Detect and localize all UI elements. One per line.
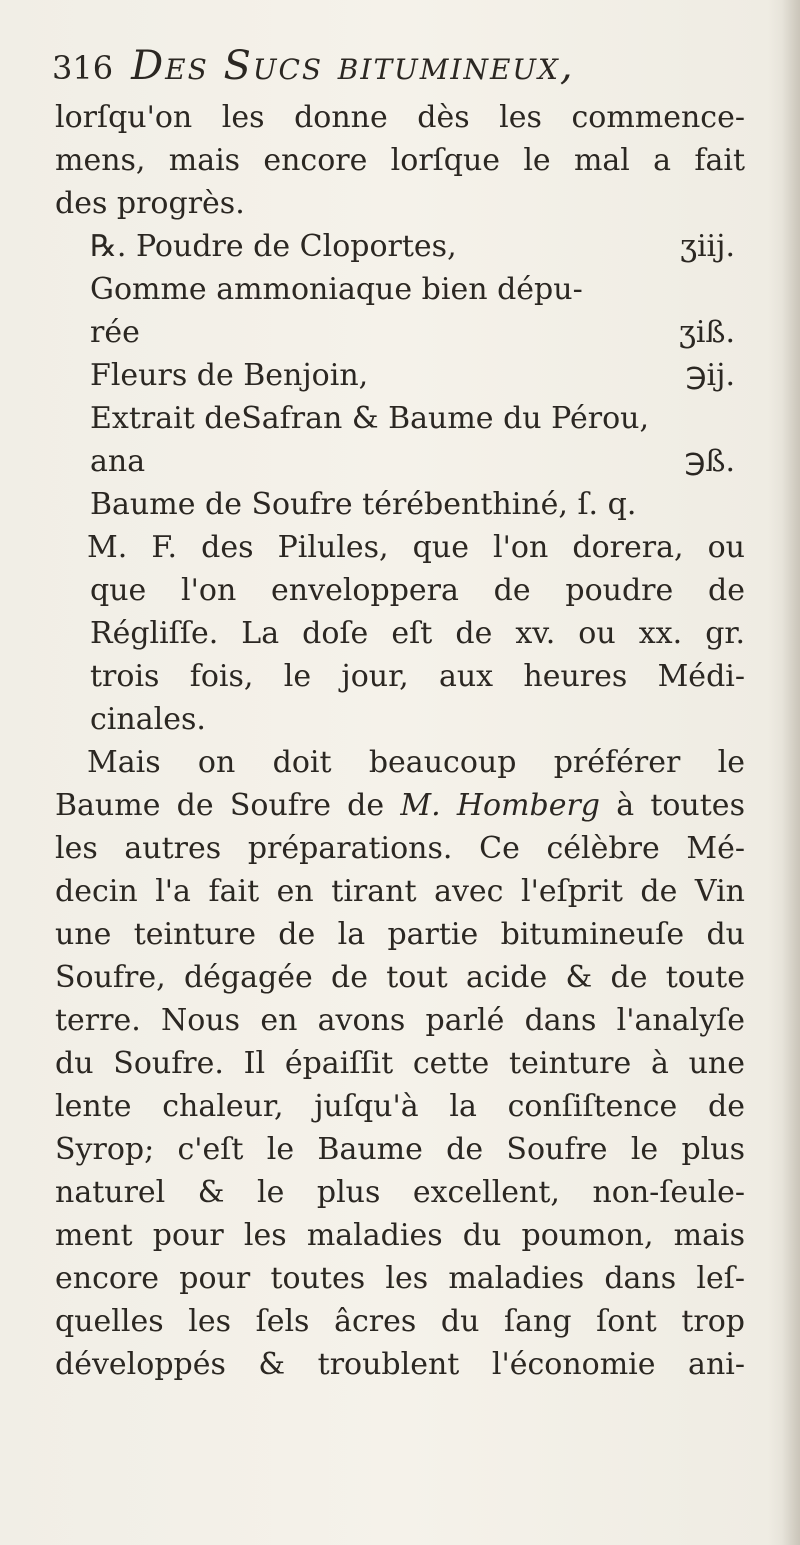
recipe-item: ℞. Poudre de Cloportes, — [90, 229, 457, 264]
author-name: M. Homberg — [400, 788, 600, 823]
recipe-quantity — [735, 268, 745, 311]
recipe-item: Fleurs de Benjoin, — [90, 358, 369, 393]
recipe-item: ana — [90, 444, 146, 479]
running-head — [52, 42, 742, 90]
text-fragment: à toutes — [616, 788, 745, 823]
text-fragment: Baume de Soufre de — [55, 788, 385, 823]
text-line: trois fois, le jour, aux heures Médi- — [90, 659, 745, 694]
text-line: Régliſſe. La doſe eſt de xv. ou xx. gr. — [90, 616, 745, 651]
recipe-line — [55, 440, 745, 483]
text-line: ment pour les maladies du poumon, mais — [55, 1218, 745, 1253]
recipe-item: Extrait deSafran & Baume du Pérou, — [90, 401, 650, 436]
text-line: mens, mais encore lorſque le mal a fait — [55, 143, 745, 178]
running-title: Des Sucs bitumineux, — [131, 43, 575, 89]
recipe-line — [55, 354, 745, 397]
text-line: Soufre, dégagée de tout acide & de toute — [55, 960, 745, 995]
text-line: des progrès. — [55, 186, 245, 221]
recipe-quantity: ℈ij. — [685, 358, 735, 393]
recipe-quantity: ʒiij. — [680, 229, 735, 264]
text-line: cinales. — [90, 702, 206, 737]
recipe-line — [55, 311, 745, 354]
text-line: lorſqu'on les donne dès les commence- — [55, 100, 745, 135]
recipe-line — [55, 225, 745, 268]
text-line: Mais on doit beaucoup préférer le — [87, 745, 745, 780]
recipe-line — [55, 483, 745, 526]
text-line: Syrop; c'eſt le Baume de Soufre le plus — [55, 1132, 745, 1167]
text-line: naturel & le plus excellent, non-ſeule- — [55, 1175, 745, 1210]
recipe-line — [55, 397, 745, 440]
text-line: terre. Nous en avons parlé dans l'analyſe — [55, 1003, 745, 1038]
text-line: M. F. des Pilules, que l'on dorera, ou — [87, 530, 745, 565]
text-line — [55, 784, 745, 827]
page-number: 316 — [52, 49, 114, 87]
text-line: quelles les ſels âcres du ſang ſont trop — [55, 1304, 745, 1339]
recipe-item: rée — [90, 315, 140, 350]
text-line: du Soufre. Il épaiſſit cette teinture à une — [55, 1046, 745, 1081]
text-line: encore pour toutes les maladies dans leſ- — [55, 1261, 745, 1296]
recipe-quantity — [735, 397, 745, 440]
recipe-quantity: ℈ß. — [684, 444, 735, 479]
text-line: une teinture de la partie bitumineuſe du — [55, 917, 745, 952]
text-line: développés & troublent l'économie ani- — [55, 1347, 745, 1382]
recipe-item: Gomme ammoniaque bien dépu- — [90, 272, 583, 307]
recipe-quantity: ʒiß. — [678, 315, 735, 350]
text-line: les autres préparations. Ce célèbre Mé- — [55, 831, 745, 866]
text-line: lente chaleur, juſqu'à la conſiſtence de — [55, 1089, 745, 1124]
page-edge-shadow — [782, 0, 800, 1545]
recipe-quantity — [735, 483, 745, 526]
body-text — [55, 96, 745, 1386]
text-line: decin l'a fait en tirant avec l'eſprit de Vin — [55, 874, 745, 909]
recipe-item: Baume de Soufre térébenthiné, ſ. q. — [90, 487, 637, 522]
text-line: que l'on enveloppera de poudre de — [90, 573, 745, 608]
recipe-line — [55, 268, 745, 311]
